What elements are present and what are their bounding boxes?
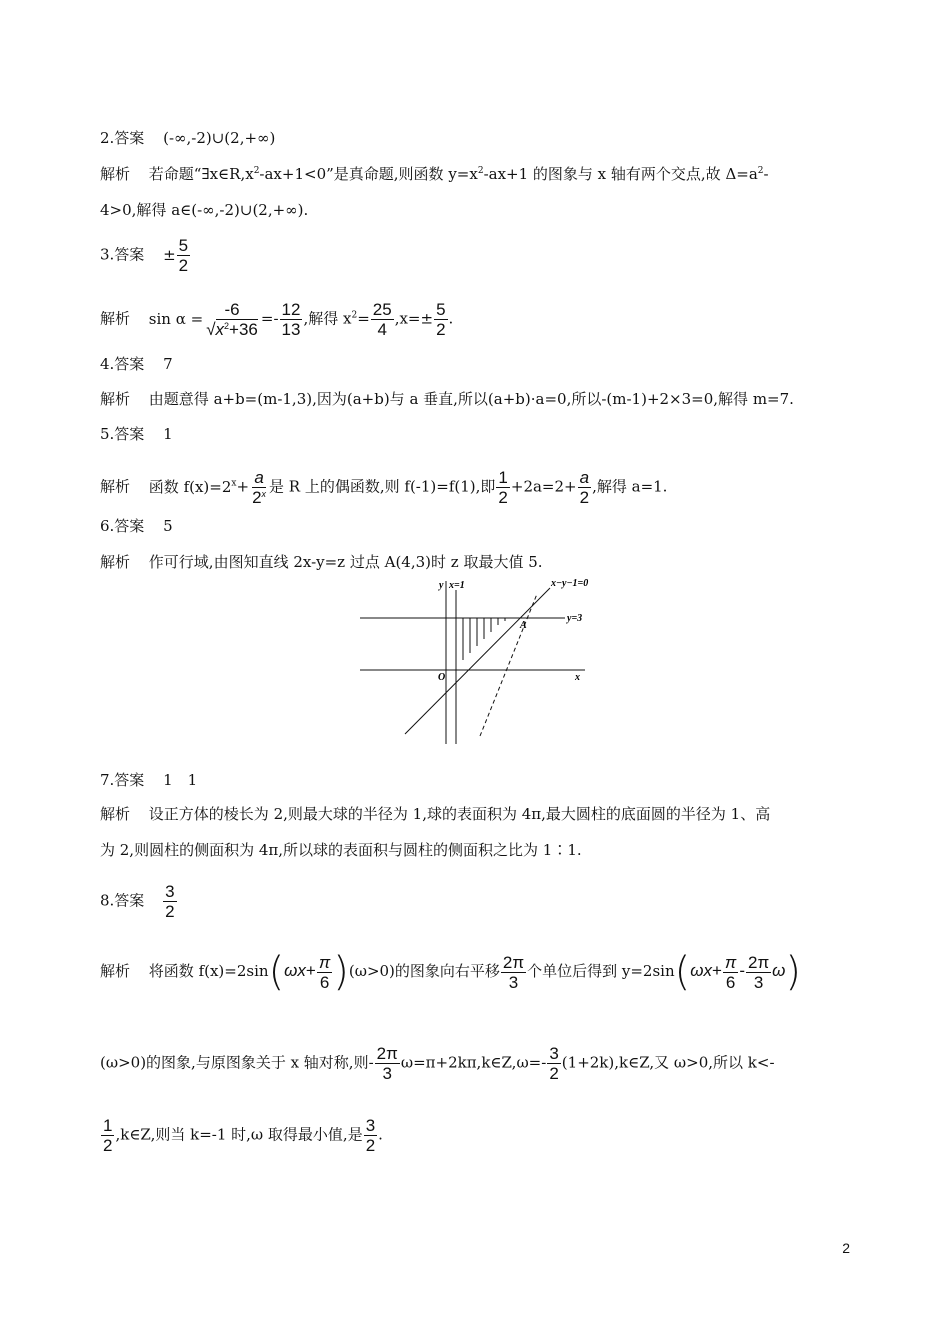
numerator: π (318, 952, 331, 972)
denominator: 6 (319, 972, 330, 992)
text: + (711, 961, 722, 980)
numerator: 2π (747, 952, 770, 972)
text: ω (772, 961, 786, 980)
sup: 2 (757, 166, 764, 176)
text: +36 (229, 320, 258, 339)
sup: 2 (477, 166, 484, 176)
answer-label: 6.答案 (100, 517, 145, 535)
text: 是 R 上的偶函数,则 f(-1)=f(1),即 (269, 477, 496, 496)
q2-answer (100, 128, 275, 148)
label-x: x (575, 672, 580, 683)
denominator: 2 (579, 488, 590, 507)
numerator: 5 (436, 300, 446, 319)
q4-answer (100, 354, 173, 374)
denominator: 2 (165, 902, 175, 921)
q8-analysis-line-3 (100, 1116, 383, 1155)
text: + (305, 961, 316, 980)
feasible-region-figure (355, 576, 600, 748)
q2-analysis-line-2: 4>0,解得 a∈(-∞,-2)∪(2,+∞). (100, 201, 309, 219)
analysis-label: 解析 (100, 477, 131, 496)
text: . (448, 309, 454, 328)
answer-label: 5.答案 (100, 425, 145, 443)
fraction (434, 300, 447, 339)
fraction (317, 953, 332, 992)
denominator: 3 (508, 972, 519, 992)
text: 由题意得 a+b=(m-1,3),因为(a+b)与 a 垂直,所以(a+b)·a=0,所以-(m-1)+2×3=0,解得 m=7. (148, 390, 794, 408)
numerator: 3 (549, 1044, 559, 1063)
numerator: a (254, 468, 264, 487)
sup: x (261, 489, 267, 499)
text: -ax+1<0”是真命题,则函数 y=x (259, 165, 478, 183)
text: - (763, 165, 769, 183)
q8-analysis-line-1: 解析 将函数 f(x)=2sin(ωx+ $\frac{\pi}{6}$ )(ω>0)的图象向右平移 $\frac{2\pi}{3}$ 个单位后得到 y=2sin(ωx+ $\frac{\pi}{6}$ - $\frac{2\pi}{3}$ ω) (100, 949, 802, 995)
answer-label: 3.答案 (100, 245, 145, 264)
text: - (739, 961, 745, 980)
label-line: x−y−1=0 (551, 578, 589, 589)
q3-answer (100, 236, 191, 275)
q8-answer (100, 882, 178, 921)
text: (ω>0)的图象,与原图象关于 x 轴对称,则- (100, 1053, 374, 1072)
text: =- (260, 309, 279, 328)
fraction (578, 468, 591, 507)
analysis-label: 解析 (100, 165, 131, 183)
answer-value: 1 (163, 425, 173, 443)
label-y3: y=3 (567, 613, 583, 624)
fraction (371, 300, 394, 339)
answer-value: 5 (163, 517, 173, 535)
q6-analysis (100, 552, 543, 572)
label-O: O (438, 672, 446, 683)
text: ωx (284, 961, 306, 980)
answer-label: 4.答案 (100, 355, 145, 373)
denominator: 2 (498, 488, 508, 507)
fraction (250, 468, 268, 507)
fraction (501, 953, 526, 992)
label-A: A (520, 620, 527, 631)
denominator: 3 (753, 972, 764, 992)
text: (ω>0)的图象向右平移 (348, 962, 500, 980)
q5-answer (100, 424, 173, 444)
numerator: 2π (502, 952, 525, 972)
label-x1: x=1 (449, 580, 465, 591)
answer-label: 2.答案 (100, 129, 145, 147)
text: ,k∈Z,则当 k=-1 时,ω 取得最小值,是 (115, 1125, 363, 1144)
analysis-label: 解析 (100, 962, 131, 980)
q7-answer (100, 770, 197, 790)
text: ,x=± (394, 309, 434, 328)
q4-analysis (100, 389, 794, 409)
answer-value: 1 1 (163, 771, 198, 789)
label-y: y (439, 580, 444, 591)
denominator: 2 (103, 1136, 113, 1155)
text: ,解得 x (303, 309, 352, 328)
analysis-label: 解析 (100, 805, 131, 823)
text: 将函数 f(x)=2sin (148, 962, 269, 980)
text: ,解得 a=1. (592, 477, 668, 496)
text: +2a=2+ (510, 477, 577, 496)
analysis-label: 解析 (100, 309, 131, 328)
text: 作可行域,由图知直线 2x-y=z 过点 A(4,3)时 z 取最大值 5. (148, 553, 543, 571)
page-number: 2 (842, 1240, 850, 1256)
var: x (215, 320, 225, 339)
denominator: 6 (725, 972, 736, 992)
fraction (723, 953, 738, 992)
fraction (375, 1044, 400, 1083)
denominator: 4 (377, 320, 387, 339)
fraction (496, 468, 509, 507)
denominator: 13 (281, 320, 301, 339)
text: sin α = (148, 309, 204, 328)
text: ωx (690, 961, 712, 980)
answer-value: 7 (163, 355, 173, 373)
denominator: $√x^2+36$ (206, 320, 258, 339)
pm-sign: ± (163, 245, 176, 264)
numerator: π (724, 952, 737, 972)
text: -ax+1 的图象与 x 轴有两个交点,故 Δ=a (483, 165, 758, 183)
text: 若命题“∃x∈R,x (148, 165, 254, 183)
text: (1+2k),k∈Z,又 ω>0,所以 k<- (561, 1053, 775, 1072)
q5-analysis (100, 468, 667, 507)
numerator: 3 (165, 882, 175, 901)
q7-analysis-line-2: 为 2,则圆柱的侧面积为 4π,所以球的表面积与圆柱的侧面积之比为 1∶1. (100, 841, 582, 859)
fraction (204, 300, 260, 339)
fraction (280, 300, 303, 339)
numerator: 25 (372, 300, 392, 319)
fraction (177, 236, 190, 275)
text: 设正方体的棱长为 2,则最大球的半径为 1,球的表面积为 4π,最大圆柱的底面圆的半径为 1、高 (148, 805, 771, 823)
fraction (364, 1116, 377, 1155)
objective-line (480, 594, 537, 736)
denominator (250, 488, 268, 507)
numerator: 1 (103, 1116, 113, 1135)
analysis-label: 解析 (100, 553, 131, 571)
denominator: 2 (178, 256, 189, 275)
fraction (101, 1116, 114, 1155)
denominator: 2 (436, 320, 446, 339)
denominator: 2 (365, 1136, 376, 1155)
fraction (547, 1044, 560, 1083)
sup: x (231, 478, 237, 489)
numerator: 3 (365, 1116, 376, 1135)
text: + (236, 477, 250, 496)
answer-value: (-∞,-2)∪(2,+∞) (163, 129, 276, 147)
fraction (746, 953, 771, 992)
numerator: -6 (224, 300, 240, 319)
answer-label: 8.答案 (100, 891, 145, 910)
denominator: 2 (549, 1064, 559, 1083)
answer-fraction (163, 882, 176, 921)
numerator: 5 (178, 236, 189, 255)
answer-label: 7.答案 (100, 771, 145, 789)
analysis-label: 解析 (100, 390, 131, 408)
text: = (357, 309, 370, 328)
text: ω=π+2kπ,k∈Z,ω=- (400, 1053, 547, 1072)
q3-analysis: 解析 sin α = $\frac{-6}{√x^2+36}$ =- $\frac{12}{13}$ ,解得 $x^2=$ $\frac{25}{4}$ ,x=± $\frac{5}{2}$ . (100, 300, 454, 339)
q2-analysis-line-1 (100, 164, 769, 184)
numerator: a (579, 468, 590, 487)
text: 个单位后得到 y=2sin (527, 962, 675, 980)
q7-analysis-line-1 (100, 804, 770, 824)
text: 函数 f(x)=2 (148, 477, 232, 496)
numerator: 12 (281, 300, 301, 319)
numerator: 1 (498, 468, 508, 487)
sup: 2 (253, 166, 260, 176)
denominator: 3 (382, 1064, 392, 1083)
q8-analysis-line-2 (100, 1044, 775, 1083)
text: 2 (252, 488, 262, 507)
text: . (378, 1125, 383, 1144)
numerator: 2π (376, 1044, 398, 1063)
line-x-y-1 (405, 588, 550, 734)
q6-answer (100, 516, 173, 536)
